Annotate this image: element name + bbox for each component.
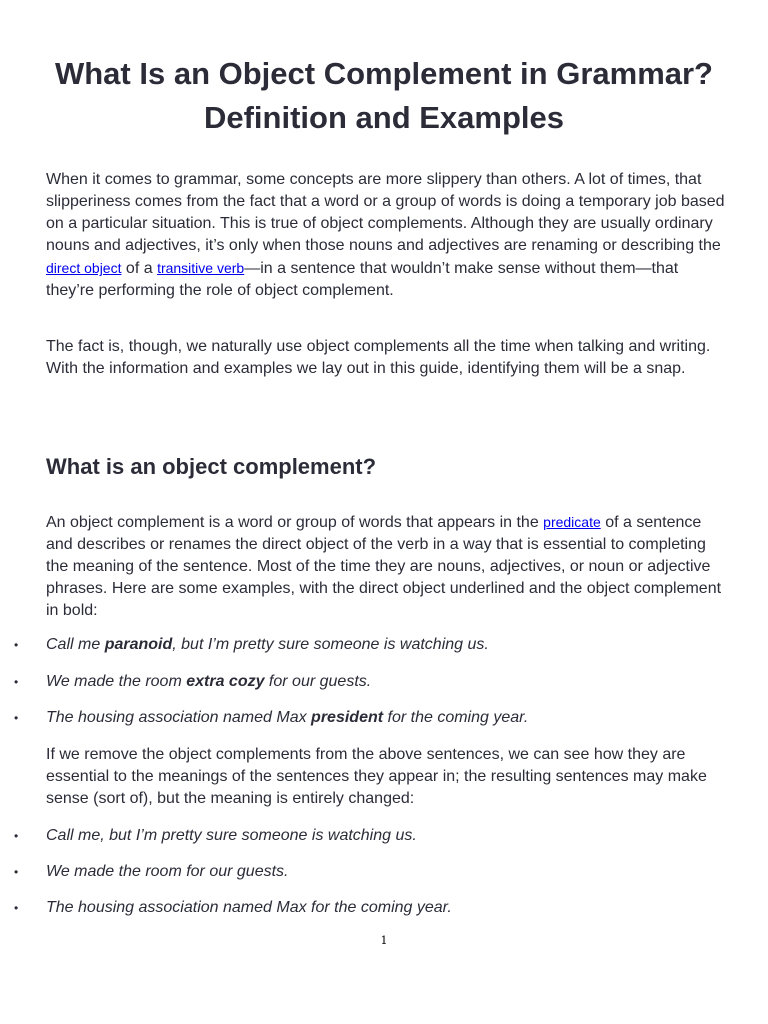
list-item [14, 825, 736, 847]
removal-paragraph: If we remove the object complements from the above sentences, we can see how they are essential to the meanings of the sentences they appear in; the resulting sentences may make sense (sort of), but the meaning is entirely changed: [46, 746, 707, 807]
page-number: 1 [380, 934, 388, 947]
list-item [14, 634, 736, 656]
list-item [14, 707, 736, 729]
intro-text-3: —in a sentence that wouldn’t make sense without them—that they’re performing the role of object complement. [46, 260, 679, 299]
example-text: Call me [46, 636, 105, 653]
example-text: Call me, but I’m pretty sure someone is watching us. [46, 827, 417, 844]
example-text: We made the room for our guests. [46, 863, 289, 880]
intro-text-2: of a [121, 260, 158, 277]
bullet-icon: • [14, 638, 19, 652]
example-text: The housing association named Max for the coming year. [46, 899, 452, 916]
page-title: What Is an Object Complement in Grammar? Definition and Examples [54, 56, 713, 135]
list-item [14, 897, 736, 919]
direct-object-link[interactable]: direct object [46, 260, 122, 276]
example-text: The housing association named Max [46, 709, 312, 726]
transitive-verb-link[interactable]: transitive verb [157, 260, 245, 276]
example-text: for our guests. [264, 673, 372, 690]
bullet-icon: • [14, 901, 19, 915]
example-text: , but I’m pretty sure someone is watching us. [172, 636, 489, 653]
bullet-icon: • [14, 829, 19, 843]
bullet-icon: • [14, 675, 19, 689]
section-heading: What is an object complement? [46, 454, 377, 479]
example-text: We made the room [46, 673, 187, 690]
list-item [14, 861, 736, 883]
predicate-link[interactable]: predicate [543, 514, 601, 530]
definition-text-2: of a sentence and describes or renames the direct object of the verb in a way that is essential to completing the meaning of the sentence. Most of the time they are nouns, adjectives, or noun or adjective phrases. Here are some examples, with the direct object underlined and the object complement in bold: [46, 514, 722, 619]
intro-paragraph-2: The fact is, though, we naturally use object complements all the time when talking and writing. With the information and examples we lay out in this guide, identifying them will be a snap. [46, 338, 711, 377]
bullet-icon: • [14, 865, 19, 879]
definition-paragraph [46, 511, 726, 622]
example-text: for the coming year. [383, 709, 529, 726]
object-complement: president [311, 709, 384, 726]
object-complement: extra cozy [186, 673, 265, 690]
intro-text-1: When it comes to grammar, some concepts are more slippery than others. A lot of times, that slipperiness comes from the fact that a word or a group of words is doing a temporary job based on a particular situation. This is true of object complements. Although they are usually ordinary nouns and adjectives, it’s only when those nouns and adjectives are renaming or describing the [46, 171, 725, 254]
bullet-icon: • [14, 711, 19, 725]
intro-paragraph [46, 169, 726, 302]
list-item [14, 671, 736, 693]
object-complement: paranoid [104, 636, 173, 653]
definition-text-1: An object complement is a word or group of words that appears in the [46, 514, 544, 531]
